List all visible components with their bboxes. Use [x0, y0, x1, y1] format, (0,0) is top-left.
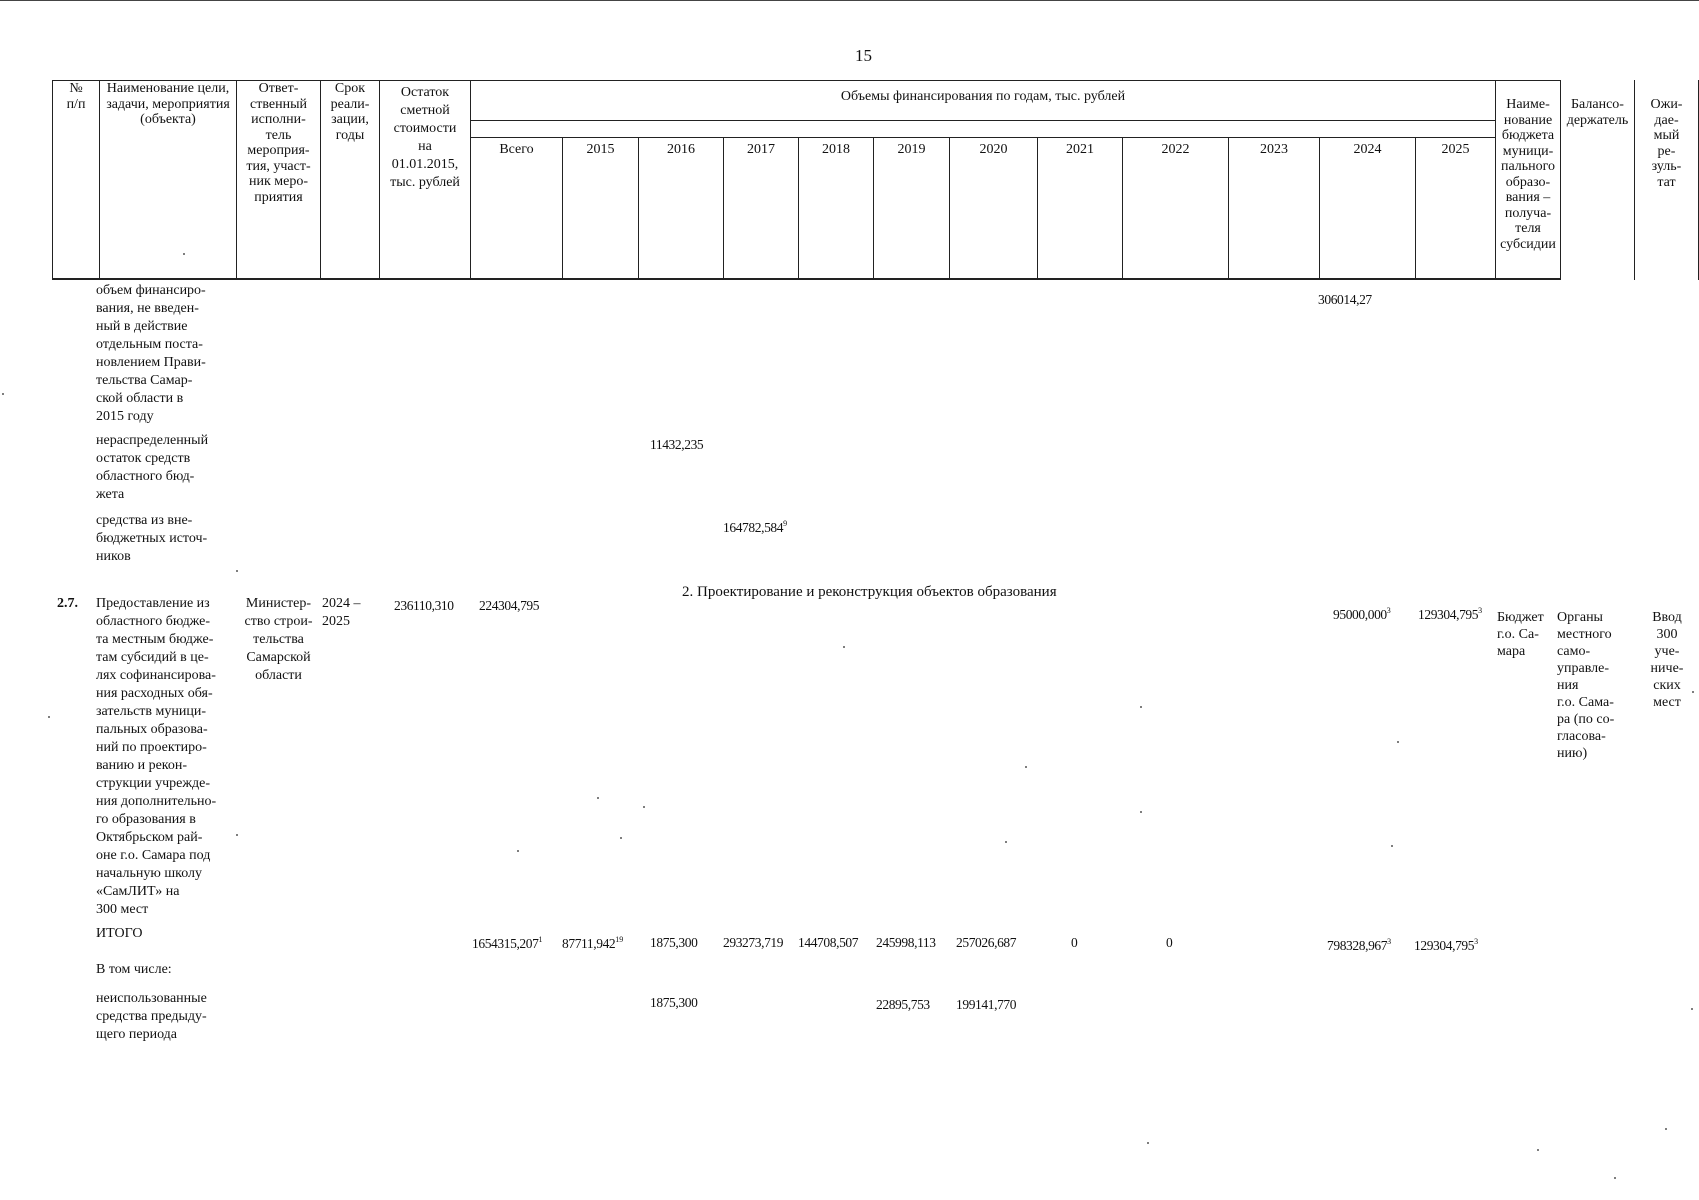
total-2019: 245998,113 [876, 935, 936, 950]
row-label: объем финансиро- вания, не введен- ный в действие отдельным поста- новлением Прави- тельства Самар- ской области в 2015 году [96, 283, 206, 424]
value-2020: 199141,770 [956, 997, 1017, 1012]
total-2017: 293273,719 [723, 935, 784, 950]
row-holder: Органы местного само- управле- ния г.о. Сама- ра (по со- гласова- нию) [1557, 610, 1615, 761]
header-budget: Наиме- нование бюджета муници- пального образо- вания – получа- теля субсидии [1500, 97, 1556, 252]
value-2025: 129304,795$^3$ [1418, 606, 1483, 622]
header-num: № п/п [66, 81, 86, 112]
value-2016: 1875,300 [650, 995, 698, 1010]
header-year: 2025 [1441, 142, 1470, 157]
total-2025: 129304,795$^3$ [1414, 937, 1479, 953]
header-year: 2021 [1066, 142, 1094, 157]
row-budget: Бюджет г.о. Са- мара [1497, 610, 1544, 659]
row-number: 2.7. [57, 596, 78, 611]
header-year: 2018 [822, 142, 850, 157]
header-year: 2019 [897, 142, 926, 157]
total-2021: 0 [1071, 935, 1078, 950]
header-year: 2023 [1260, 142, 1288, 157]
total-2015: 87711,942$^{19}$ [562, 935, 624, 951]
header-year: 2024 [1353, 142, 1382, 157]
header-year: 2017 [747, 142, 775, 157]
total-2024: 798328,967$^3$ [1327, 937, 1392, 953]
header-year: 2022 [1161, 142, 1190, 157]
header-holder: Балансо- держатель [1566, 97, 1629, 128]
value-2024: 306014,27 [1318, 292, 1372, 307]
header-result: Ожи- дае- мый ре- зуль- тат [1650, 97, 1683, 190]
row-remainder: 236110,310 [394, 598, 454, 613]
row-total: 224304,795 [479, 598, 540, 613]
row-label: неиспользованные средства предыду- щего периода [96, 991, 207, 1042]
total-2016: 1875,300 [650, 935, 698, 950]
header-remainder: Остаток сметной стоимости на 01.01.2015, тыс. рублей [390, 85, 460, 190]
value-2019: 22895,753 [876, 997, 930, 1012]
row-executor: Министер- ство строи- тельства Самарской области [244, 596, 313, 683]
header-year: 2015 [586, 142, 615, 157]
section-title: 2. Проектирование и реконструкция объектов образования [682, 584, 1057, 600]
header-total: Всего [499, 142, 534, 157]
value-2024: 95000,000$^3$ [1333, 606, 1391, 622]
row-label: Предоставление из областного бюдже- та местным бюдже- там субсидий в це- лях софинансирова- ния расходных обя- зательств муници- пальных образова- ний по проектиро- ванию и рекон- струкции учрежде- ния дополнительно- го образования в Октябрьском рай- оне г.о. Самара под начальную школу «СамЛИТ» на 300 мест [96, 596, 217, 917]
header-executor: Ответ- ственный исполни- тель мероприя- тия, участ- ник меро- приятия [246, 81, 311, 205]
row-label: нераспределенный остаток средств областного бюд- жета [96, 433, 209, 502]
value-2017: 164782,584$^9$ [723, 519, 788, 535]
value-2016: 11432,235 [650, 437, 704, 452]
header-funding: Объемы финансирования по годам, тыс. рублей [840, 89, 1126, 104]
header-name: Наименование цели, задачи, мероприятия (объекта) [106, 81, 230, 127]
total-2018: 144708,507 [798, 935, 859, 950]
including-label: В том числе: [96, 962, 172, 977]
row-label: средства из вне- бюджетных источ- ников [96, 513, 208, 564]
header-year: 2020 [979, 142, 1008, 157]
header-year: 2016 [667, 142, 695, 157]
row-term: 2024 – 2025 [322, 596, 361, 629]
page-number: 15 [855, 46, 872, 65]
total-2022: 0 [1166, 935, 1173, 950]
total-2020: 257026,687 [956, 935, 1017, 950]
total-all: 1654315,207$^1$ [472, 935, 543, 951]
total-label: ИТОГО [96, 926, 143, 941]
header-term: Срок реали- зации, годы [330, 81, 370, 143]
row-result: Ввод 300 уче- ниче- ских мест [1650, 610, 1684, 710]
page-top-border [0, 0, 1699, 1]
